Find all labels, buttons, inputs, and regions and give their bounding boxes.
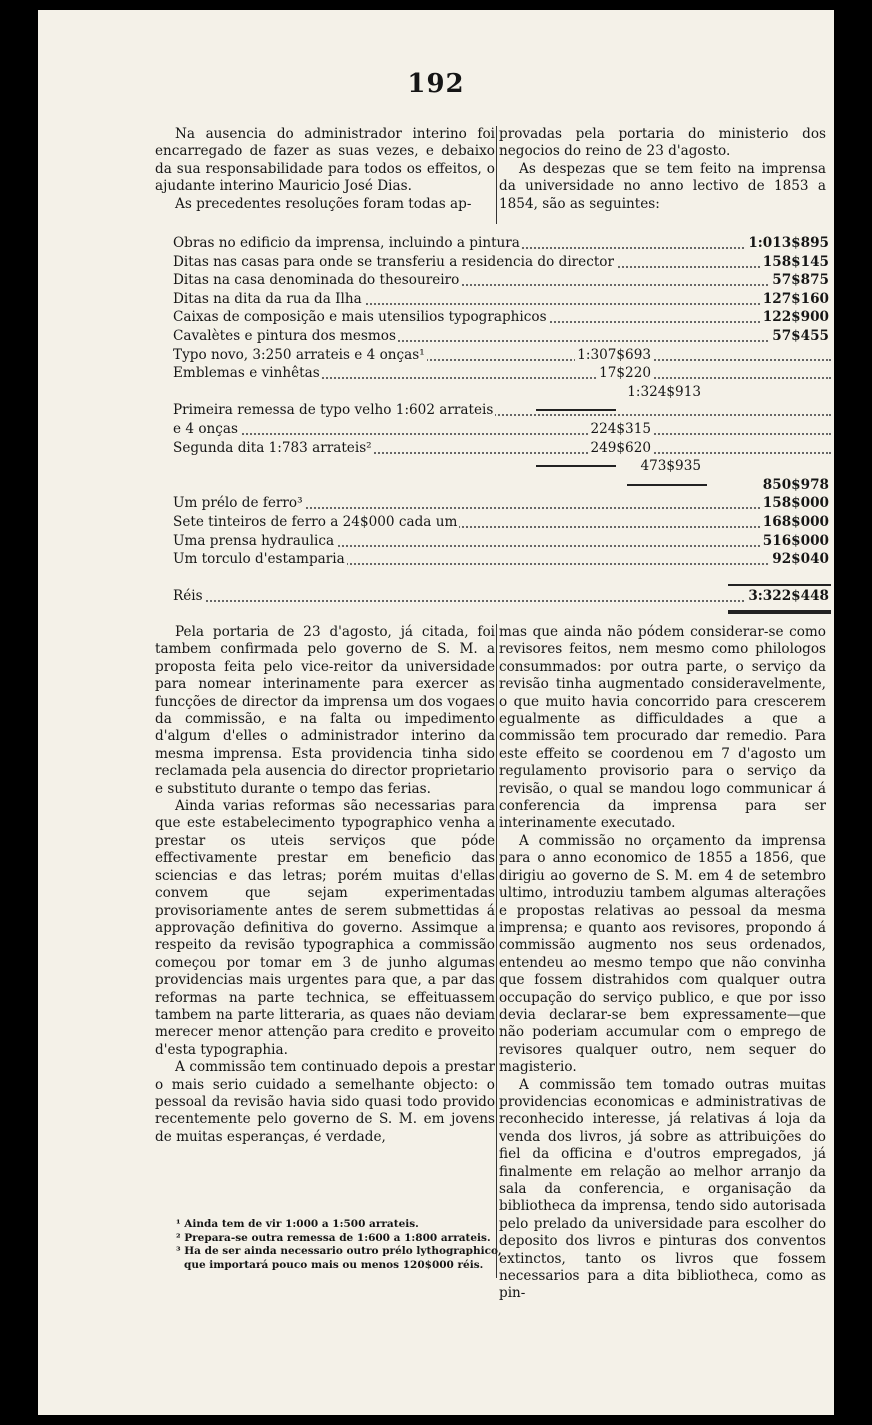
footnote: ² Prepara-se outra remessa de 1:600 a 1:800 arrateis. bbox=[176, 1231, 491, 1244]
paragraph: provadas pela portaria do ministerio dos negocios do reino de 23 d'agosto. bbox=[499, 126, 826, 160]
ledger-row bbox=[171, 458, 831, 477]
page-number: 192 bbox=[407, 69, 465, 99]
ledger-total: 158$000 bbox=[762, 495, 829, 512]
bottom-right-column bbox=[499, 624, 826, 1303]
ledger-row bbox=[171, 309, 831, 328]
ledger-subtotal: 1:324$913 bbox=[627, 383, 701, 400]
ledger-row bbox=[171, 551, 831, 570]
ledger-label: Réis bbox=[173, 588, 203, 605]
ledger-label: Obras no edificio da imprensa, incluindo a pintura bbox=[173, 235, 520, 251]
document-page bbox=[38, 10, 834, 1415]
paragraph: A commissão no orçamento da imprensa para o anno economico de 1855 a 1856, que dirigiu ao governo de S. M. em 4 de setembro ultimo, introduziu tambem algumas alterações e propostas relativas ao pessoal da mesma imprensa; e quanto aos revisores, propondo á commissão augmento nos seus ordenados, entendeu ao mesmo tempo que não convinha que fossem distrahidos com qualquer outra occupação do serviço publico, e que por isso devia declarar-se bem expressamente—que não poderiam accumular com o emprego de revisores qualquer outro, nem sequer do magisterio. bbox=[499, 832, 826, 1076]
ledger-label: Primeira remessa de typo velho 1:602 arrateis bbox=[173, 402, 494, 419]
ledger-row bbox=[171, 235, 831, 254]
ledger-row bbox=[171, 533, 831, 552]
ledger-total: 127$160 bbox=[762, 290, 829, 307]
ledger-total: 158$145 bbox=[762, 253, 829, 270]
ledger-label: e 4 onças bbox=[173, 420, 238, 437]
paragraph: A commissão tem tomado outras muitas providencias economicas e administrativas de reconhecido interesse, já relativas á loja da venda dos livros, já sobre as attribuições do fiel da officina e d'outros empregados, já finalmente em relação ao melhor arranjo da sala da conferencia, e organisação da bibliotheca da imprensa, tendo sido autorisada pelo prelado da universidade para escolher do deposito dos livros e pinturas dos conventos extinctos, tanto os livros que fossem necessarios para a dita bibliotheca, como as pin- bbox=[499, 1076, 826, 1302]
top-right-column bbox=[499, 126, 826, 213]
ledger-label: Ditas nas casas para onde se transferiu a residencia do director bbox=[173, 253, 614, 270]
leader-dots bbox=[171, 600, 831, 602]
ledger-row bbox=[171, 402, 831, 421]
ledger-label: Um torculo d'estamparia bbox=[173, 551, 345, 568]
ledger-label: Um prélo de ferro³ bbox=[173, 495, 303, 512]
footnote: ¹ Ainda tem de vir 1:000 a 1:500 arrateis. bbox=[176, 1218, 419, 1230]
ledger-row bbox=[171, 440, 831, 459]
paragraph: As despezas que se tem feito na imprensa da universidade no anno lectivo de 1853 a 1854, são as seguintes: bbox=[499, 160, 826, 212]
ledger-row bbox=[171, 384, 831, 403]
ledger-row bbox=[171, 291, 831, 310]
paragraph: Na ausencia do administrador interino foi encarregado de fazer as suas vezes, e debaixo da sua responsabilidade para todos os effeitos, o ajudante interino Mauricio José Dias. bbox=[155, 126, 495, 195]
total-rule bbox=[728, 610, 831, 614]
ledger-row bbox=[171, 477, 831, 496]
ledger-amount: 224$315 bbox=[590, 420, 651, 437]
ledger-row bbox=[171, 254, 831, 273]
ledger-total: 168$000 bbox=[762, 513, 829, 530]
ledger-row bbox=[171, 347, 831, 366]
ledger-label: Cavalètes e pintura dos mesmos bbox=[173, 327, 396, 344]
column-divider bbox=[496, 624, 497, 1278]
paragraph: Pela portaria de 23 d'agosto, já citada, foi tambem confirmada pelo governo de S. M. a proposta feita pelo vice-reitor da universidade para nomear interinamente para exercer as funcções de director da imprensa um dos vogaes da commissão, e na falta ou impedimento d'algum d'elles o administrador interino da mesma imprensa. Esta providencia tinha sido reclamada pela ausencia do director proprietario e substituto durante o tempo das ferias. bbox=[155, 624, 495, 797]
expense-ledger bbox=[171, 235, 831, 607]
ledger-label: Ditas na casa denominada do thesoureiro bbox=[173, 272, 460, 289]
ledger-row bbox=[171, 272, 831, 291]
column-divider bbox=[496, 126, 497, 224]
ledger-amount: 17$220 bbox=[599, 365, 651, 382]
ledger-total: 3:322$448 bbox=[748, 588, 829, 605]
ledger-row bbox=[171, 328, 831, 347]
footnotes bbox=[176, 1218, 526, 1272]
paragraph: As precedentes resoluções foram todas ap- bbox=[175, 195, 472, 212]
ledger-label: Ditas na dita da rua da Ilha bbox=[173, 290, 362, 307]
ledger-total: 57$455 bbox=[772, 327, 829, 344]
ledger-row bbox=[171, 365, 831, 384]
ledger-label: Uma prensa hydraulica bbox=[173, 532, 335, 549]
ledger-total: 122$900 bbox=[762, 309, 829, 326]
paragraph: A commissão tem continuado depois a prestar o mais serio cuidado a semelhante objecto: o pessoal da revisão havia sido quasi todo provido recentemente pelo governo de S. M. em jovens de muitas esperanças, é verdade, bbox=[155, 1059, 495, 1145]
ledger-label: Sete tinteiros de ferro a 24$000 cada um bbox=[173, 513, 458, 530]
ledger-label: Caixas de composição e mais utensilios typographicos bbox=[173, 309, 547, 326]
footnote: ³ Ha de ser ainda necessario outro prélo lythographico, que importará pouco mais ou menos 120$000 réis. bbox=[176, 1245, 502, 1271]
ledger-row bbox=[171, 495, 831, 514]
ledger-total: 57$875 bbox=[772, 272, 829, 289]
sum-rule bbox=[536, 465, 616, 467]
ledger-row bbox=[171, 588, 831, 607]
ledger-label: Typo novo, 3:250 arrateis e 4 onças¹ bbox=[173, 346, 425, 363]
ledger-total: 850$978 bbox=[762, 476, 829, 493]
ledger-subtotal: 473$935 bbox=[640, 458, 701, 475]
paragraph: Ainda varias reformas são necessarias para que este estabelecimento typographico venha a prestar os uteis serviços que póde effectivamente prestar em beneficio das sciencias e das letras; porém muitas d'ellas convem que sejam experimentadas provisoriamente antes de serem submettidas á approvação definitiva do governo. Assimque a respeito da revisão typographica a commissão começou por tomar em 3 de junho algumas providencias mais urgentes para que, a par das reformas na parte technica, se effeituassem tambem na parte litteraria, as quaes não deviam merecer menor attenção para credito e proveito d'esta typographia. bbox=[155, 798, 495, 1058]
ledger-row bbox=[171, 514, 831, 533]
bottom-left-column bbox=[155, 624, 495, 1146]
leader-dots bbox=[171, 433, 831, 435]
ledger-label: Segunda dita 1:783 arrateis² bbox=[173, 439, 372, 456]
paragraph: mas que ainda não pódem considerar-se como revisores feitos, nem mesmo como philologos consummados: por outra parte, o serviço da revisão tinha augmentado consideravelmente, o que muito havia concorrido para crescerem egualmente as difficuldades a que a commissão tem procurado dar remedio. Para este effeito se coordenou em 7 d'agosto um regulamento provisorio para o serviço da revisão, o qual se mandou logo communicar á conferencia da imprensa para ser interinamente executado. bbox=[499, 624, 826, 832]
sum-rule bbox=[728, 584, 831, 586]
top-left-column bbox=[155, 126, 495, 213]
ledger-amount: 249$620 bbox=[590, 439, 651, 456]
ledger-label: Emblemas e vinhêtas bbox=[173, 365, 320, 382]
sum-rule bbox=[627, 484, 707, 486]
ledger-total: 1:013$895 bbox=[748, 235, 829, 251]
sum-rule bbox=[536, 409, 616, 411]
ledger-total: 92$040 bbox=[772, 551, 829, 568]
ledger-amount: 1:307$693 bbox=[577, 346, 651, 363]
ledger-row bbox=[171, 421, 831, 440]
ledger-total: 516$000 bbox=[762, 532, 829, 549]
